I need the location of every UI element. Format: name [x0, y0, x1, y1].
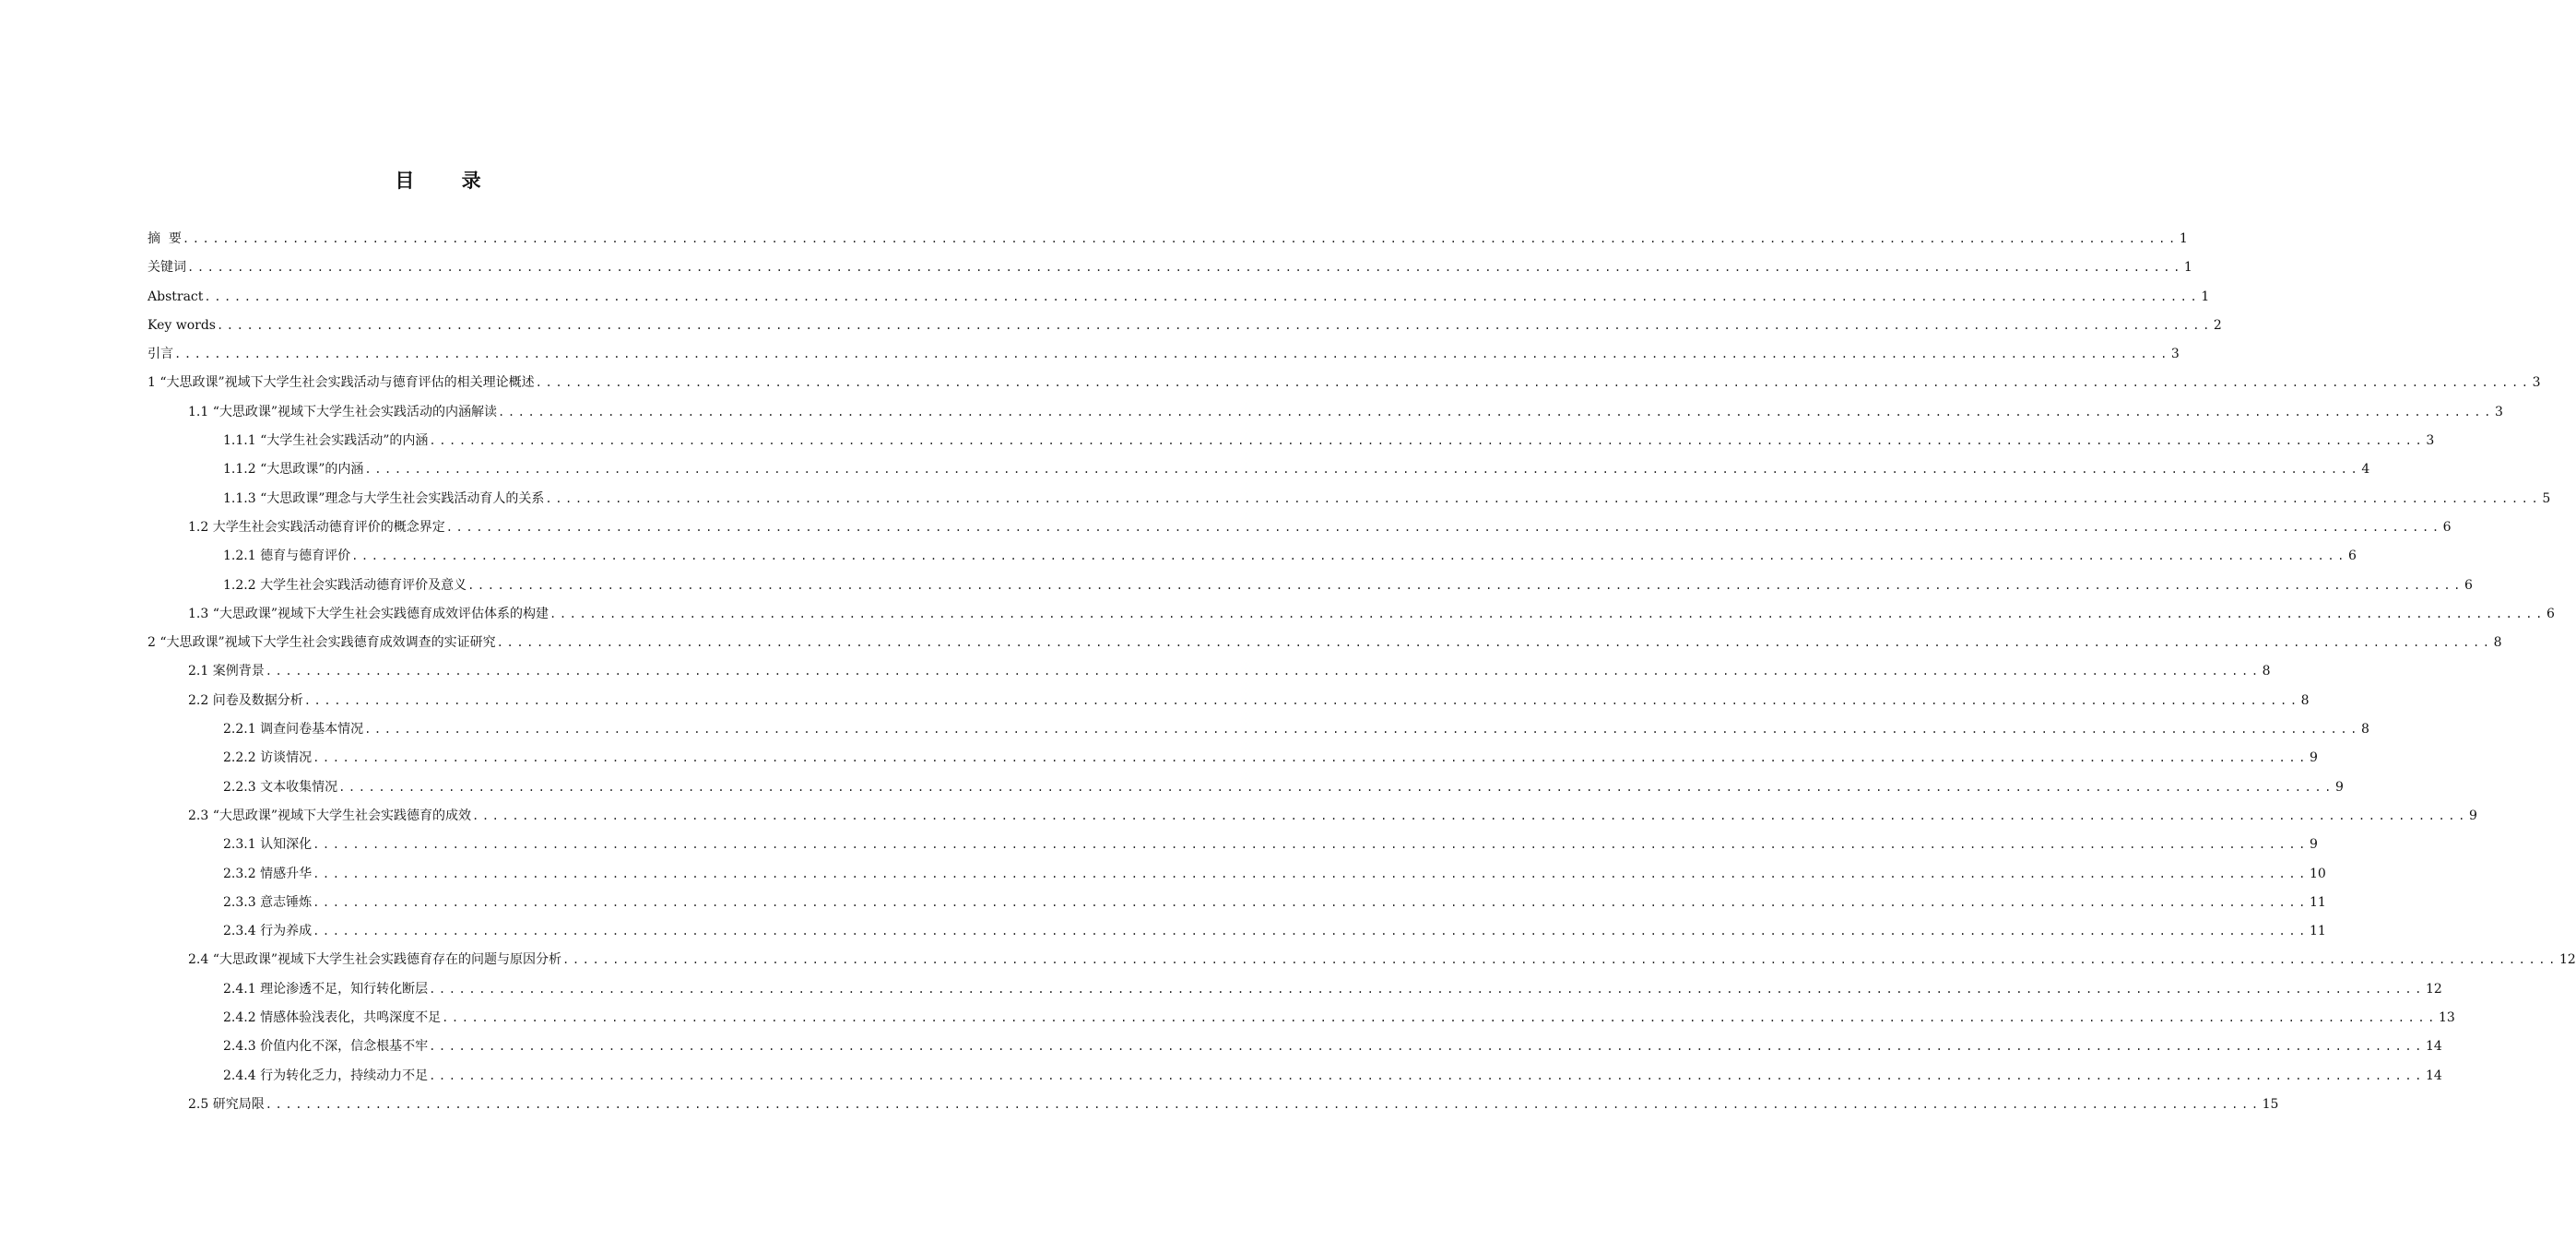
toc-entry-title: 2.2.2 访谈情况 — [223, 750, 313, 766]
toc-entry[interactable] — [148, 889, 2326, 917]
dot-leader: ........................................................................................................................................................................................................ — [351, 549, 2347, 563]
dot-leader: ........................................................................................................................................................................................................ — [174, 348, 2170, 361]
dot-leader: ........................................................................................................................................................................................................ — [429, 982, 2425, 996]
dot-leader: ........................................................................................................................................................................................................ — [182, 232, 2179, 245]
table-of-contents — [148, 225, 2576, 1119]
toc-entry[interactable] — [148, 312, 2222, 340]
toc-entry[interactable] — [148, 254, 2192, 282]
toc-entry[interactable] — [148, 773, 2344, 802]
toc-entry[interactable] — [148, 946, 2576, 974]
toc-entry-title: 2.3.2 情感升华 — [223, 866, 313, 881]
toc-entry-page-number: 2 — [2213, 317, 2222, 333]
dot-leader: ........................................................................................................................................................................................................ — [187, 261, 2183, 275]
toc-entry[interactable] — [148, 657, 2271, 686]
toc-entry-page-number: 9 — [2310, 837, 2318, 853]
toc-entry[interactable] — [148, 600, 2555, 629]
toc-entry-page-number: 3 — [2494, 404, 2503, 419]
toc-entry-page-number: 8 — [2493, 635, 2502, 651]
toc-entry-title: 摘 要 — [148, 231, 182, 246]
toc-entry-page-number: 9 — [2310, 750, 2318, 766]
toc-entry-title: 1.2.2 大学生社会实践活动德育评价及意义 — [223, 577, 467, 593]
toc-entry-page-number: 8 — [2262, 664, 2271, 679]
dot-leader: ........................................................................................................................................................................................................ — [442, 1011, 2438, 1025]
dot-leader: ........................................................................................................................................................................................................ — [498, 405, 2494, 419]
dot-leader: ........................................................................................................................................................................................................ — [364, 463, 2361, 477]
toc-entry[interactable] — [148, 1032, 2442, 1061]
toc-entry[interactable] — [148, 542, 2357, 571]
dot-leader: ........................................................................................................................................................................................................ — [429, 1068, 2425, 1082]
dot-leader: ........................................................................................................................................................................................................ — [467, 578, 2464, 592]
dot-leader: ........................................................................................................................................................................................................ — [549, 607, 2546, 620]
toc-entry-page-number: 11 — [2310, 924, 2326, 939]
toc-entry-page-number: 9 — [2468, 808, 2477, 823]
toc-entry-title: 2.4 “大思政课”视域下大学生社会实践德育存在的问题与原因分析 — [188, 952, 562, 968]
toc-entry-page-number: 4 — [2361, 462, 2370, 478]
toc-entry-page-number: 14 — [2426, 1068, 2442, 1083]
toc-entry[interactable] — [148, 687, 2310, 715]
dot-leader: ........................................................................................................................................................................................................ — [364, 723, 2360, 737]
toc-entry-title: 2.2.1 调查问卷基本情况 — [223, 722, 364, 738]
toc-entry-title: 引言 — [148, 347, 173, 362]
dot-leader: ........................................................................................................................................................................................................ — [496, 636, 2493, 650]
toc-entry-title: 2.4.2 情感体验浅表化，共鸣深度不足 — [223, 1010, 442, 1026]
toc-entry-title: 2.2.3 文本收集情况 — [223, 779, 338, 795]
toc-entry-title: Key words — [148, 317, 216, 333]
toc-entry[interactable] — [148, 744, 2318, 773]
toc-entry-page-number: 1 — [2179, 231, 2188, 246]
toc-entry-page-number: 1 — [2201, 289, 2210, 304]
toc-entry-title: 1.2.1 德育与德育评价 — [223, 549, 351, 564]
toc-entry-title: 2.5 研究局限 — [188, 1096, 265, 1112]
toc-entry[interactable] — [148, 975, 2442, 1004]
toc-entry-title: 2.4.1 理论渗透不足，知行转化断层 — [223, 981, 429, 997]
dot-leader: ........................................................................................................................................................................................................ — [445, 520, 2442, 534]
toc-entry-title: 1.1 “大思政课”视域下大学生社会实践活动的内涵解读 — [188, 404, 498, 419]
dot-leader: ........................................................................................................................................................................................................ — [535, 376, 2532, 390]
toc-entry[interactable] — [148, 715, 2369, 744]
toc-entry-title: 2 “大思政课”视域下大学生社会实践德育成效调查的实证研究 — [148, 635, 496, 651]
toc-entry-title: 2.1 案例背景 — [188, 664, 265, 679]
toc-entry[interactable] — [148, 283, 2210, 312]
toc-entry-page-number: 9 — [2335, 779, 2344, 795]
toc-entry-title: 2.4.4 行为转化乏力，持续动力不足 — [223, 1068, 429, 1083]
dot-leader: ........................................................................................................................................................................................................ — [313, 838, 2309, 852]
toc-entry-title: 2.4.3 价值内化不深，信念根基不牢 — [223, 1039, 429, 1055]
toc-entry[interactable] — [148, 1004, 2455, 1032]
toc-entry[interactable] — [148, 455, 2370, 484]
toc-entry-title: Abstract — [148, 289, 204, 304]
toc-entry-title: 1.3 “大思政课”视域下大学生社会实践德育成效评估体系的构建 — [188, 606, 549, 621]
dot-leader: ........................................................................................................................................................................................................ — [204, 289, 2201, 303]
toc-entry-page-number: 3 — [2532, 375, 2541, 391]
toc-entry-page-number: 12 — [2558, 952, 2576, 968]
toc-entry-title: 2.3.3 意志锤炼 — [223, 894, 313, 910]
toc-entry[interactable] — [148, 572, 2473, 600]
dot-leader: ........................................................................................................................................................................................................ — [313, 895, 2309, 909]
toc-entry[interactable] — [148, 831, 2318, 859]
toc-entry-title: 1.1.1 “大学生社会实践活动”的内涵 — [223, 433, 429, 449]
toc-entry[interactable] — [148, 917, 2326, 946]
dot-leader: ........................................................................................................................................................................................................ — [313, 751, 2309, 765]
dot-leader: ........................................................................................................................................................................................................ — [562, 953, 2558, 967]
toc-entry[interactable] — [148, 369, 2541, 397]
toc-entry-page-number: 11 — [2310, 894, 2326, 910]
toc-entry-page-number: 6 — [2464, 577, 2473, 593]
dot-leader: ........................................................................................................................................................................................................ — [429, 434, 2426, 448]
toc-entry-page-number: 6 — [2348, 549, 2357, 564]
dot-leader: ........................................................................................................................................................................................................ — [429, 1040, 2425, 1054]
toc-entry-page-number: 5 — [2542, 490, 2551, 506]
toc-entry-title: 2.3.4 行为养成 — [223, 924, 313, 939]
dot-leader: ........................................................................................................................................................................................................ — [303, 693, 2300, 707]
dot-leader: ........................................................................................................................................................................................................ — [472, 808, 2468, 822]
dot-leader: ........................................................................................................................................................................................................ — [338, 780, 2334, 794]
dot-leader: ........................................................................................................................................................................................................ — [265, 1097, 2262, 1111]
toc-entry[interactable] — [148, 802, 2477, 831]
toc-entry[interactable] — [148, 513, 2452, 542]
toc-entry-title: 2.3.1 认知深化 — [223, 837, 313, 853]
toc-entry[interactable] — [148, 1062, 2442, 1091]
toc-entry-title: 关键词 — [148, 260, 186, 276]
dot-leader: ........................................................................................................................................................................................................ — [313, 925, 2309, 938]
toc-entry[interactable] — [148, 340, 2180, 369]
toc-entry-page-number: 6 — [2442, 519, 2452, 535]
toc-entry-title: 1.2 大学生社会实践活动德育评价的概念界定 — [188, 519, 445, 535]
dot-leader: ........................................................................................................................................................................................................ — [545, 491, 2542, 505]
toc-entry-page-number: 14 — [2426, 1039, 2442, 1055]
dot-leader: ........................................................................................................................................................................................................ — [216, 318, 2213, 332]
toc-entry[interactable] — [148, 485, 2551, 513]
toc-entry-page-number: 3 — [2170, 347, 2180, 362]
dot-leader: ........................................................................................................................................................................................................ — [265, 665, 2262, 678]
toc-entry-page-number: 12 — [2426, 981, 2442, 997]
toc-entry-title: 1 “大思政课”视域下大学生社会实践活动与德育评估的相关理论概述 — [148, 375, 535, 391]
toc-entry[interactable] — [148, 225, 2188, 254]
toc-entry-page-number: 10 — [2310, 866, 2326, 881]
toc-entry[interactable] — [148, 427, 2435, 455]
dot-leader: ........................................................................................................................................................................................................ — [313, 867, 2309, 880]
toc-entry[interactable] — [148, 1091, 2279, 1119]
toc-entry[interactable] — [148, 860, 2326, 889]
toc-entry-title: 2.3 “大思政课”视域下大学生社会实践德育的成效 — [188, 808, 472, 823]
toc-entry[interactable] — [148, 398, 2503, 427]
toc-entry-page-number: 8 — [2361, 722, 2369, 738]
toc-entry-title: 2.2 问卷及数据分析 — [188, 692, 303, 708]
toc-entry[interactable] — [148, 629, 2502, 657]
toc-entry-title: 1.1.2 “大思政课”的内涵 — [223, 462, 364, 478]
toc-entry-page-number: 6 — [2546, 606, 2555, 621]
toc-entry-page-number: 15 — [2262, 1096, 2279, 1112]
toc-entry-page-number: 13 — [2439, 1010, 2455, 1026]
toc-title: 目 录 — [395, 170, 502, 192]
toc-entry-page-number: 1 — [2183, 260, 2192, 276]
toc-entry-page-number: 3 — [2426, 433, 2435, 449]
toc-entry-page-number: 8 — [2300, 692, 2310, 708]
toc-entry-title: 1.1.3 “大思政课”理念与大学生社会实践活动育人的关系 — [223, 490, 545, 506]
